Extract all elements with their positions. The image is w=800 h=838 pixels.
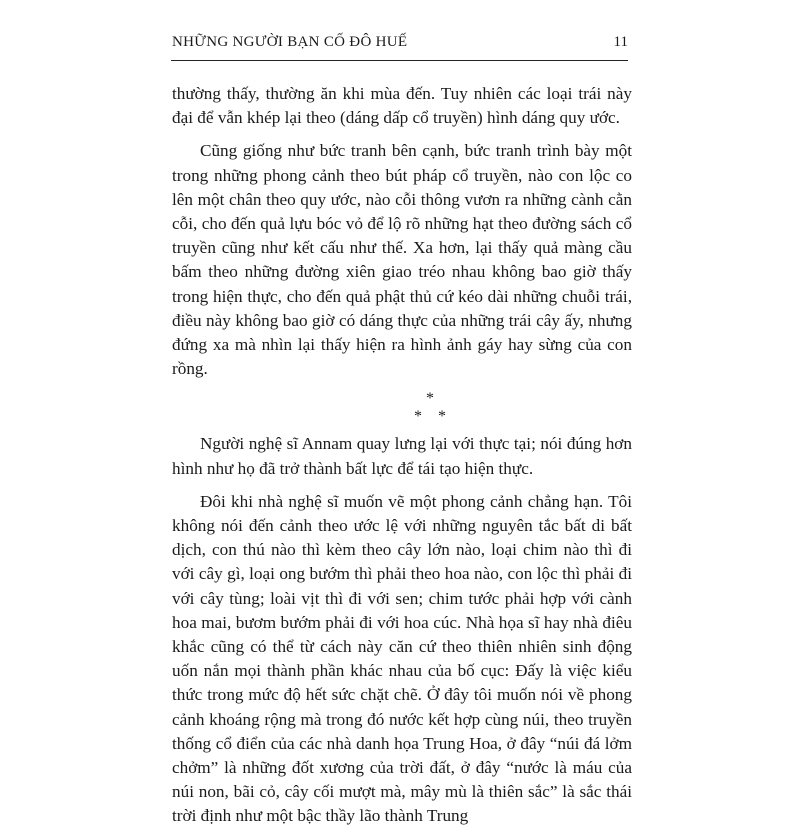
paragraph: Cũng giống như bức tranh bên cạnh, bức tranh trình bày một trong những phong cảnh theo bút pháp cổ truyền, nào con lộc co lên một chân theo quy ước, nào cỗi thông vươn ra những cành cằn cỗi, cho đến quả lựu bóc vỏ để lộ rõ những hạt theo đường sách cổ truyền cũng như kết cấu như thế. Xa hơn, lại thấy quả màng cầu bấm theo những đường xiên giao tréo nhau không bao giờ thấy trong hiện thực, cho đến quả phật thủ cứ kéo dài những chuỗi trái, điều này không bao giờ có dáng thực của những trái cây ấy, nhưng đứng xa mà nhìn lại thấy hiện ra hình ảnh gáy hay sừng của con rồng. — [172, 141, 632, 379]
header-rule — [171, 60, 628, 61]
paragraph: Đôi khi nhà nghệ sĩ muốn vẽ một phong cảnh chẳng hạn. Tôi không nói đến cảnh theo ước lệ với những nguyên tắc bất di bất dịch, con thú nào thì kèm theo cây lớn nào, loại chim nào thì đi với cây gì, loại ong bướm thì phải theo hoa nào, con lộc thì phải đi với cây tùng; loài vịt thì đi với sen; chim tước phải hợp với cành hoa mai, bươm bướm phải đi với hoa cúc. Nhà họa sĩ hay nhà điêu khắc cũng có thể từ cách này căn cứ theo thiên nhiên sinh động uốn nắn mọi thành phần khác nhau của bố cục: Đấy là việc kiểu thức trong mức độ hết sức chặt chẽ. Ở đây tôi muốn nói về phong cảnh khoáng rộng mà trong đó nước kết hợp cùng núi, theo truyền thống cổ điển của các nhà danh họa Trung Hoa, ở đây “núi đá lởm chởm” là những đốt xương của trời đất, ở đây “nước là máu của núi non, bãi cỏ, cây cối mượt mà, mây mù là thiên sắc” là sắc thái trời định như một bậc thầy lão thành Trung — [172, 491, 632, 826]
section-separator — [172, 390, 632, 426]
body-text — [172, 82, 632, 838]
separator-stars-bottom: * * — [414, 408, 446, 426]
paragraph-continued: thường thấy, thường ăn khi mùa đến. Tuy nhiên các loại trái này đại để vẫn khép lại theo (dáng dấp cổ truyền) hình dáng quy ước. — [172, 84, 632, 128]
header-title: NHỮNG NGƯỜI BẠN CỐ ĐÔ HUẾ — [172, 34, 408, 50]
running-header — [172, 32, 628, 56]
separator-star-top: * — [426, 390, 434, 408]
paragraph: Người nghệ sĩ Annam quay lưng lại với thực tại; nói đúng hơn hình như họ đã trở thành bất lực để tái tạo hiện thực. — [172, 434, 632, 478]
page-number: 11 — [613, 34, 628, 50]
